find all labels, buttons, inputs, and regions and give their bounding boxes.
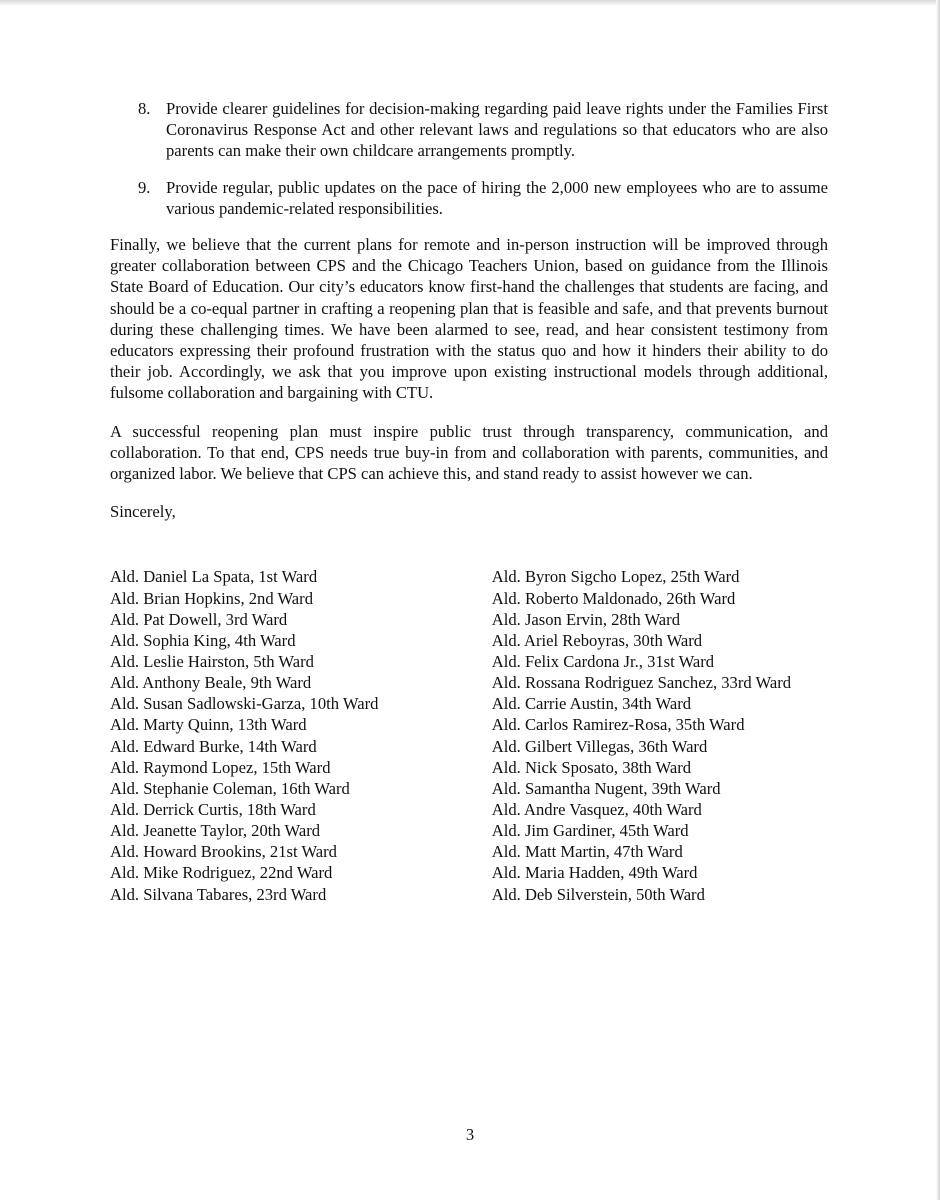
signatory-name: Ald. Marty Quinn, 13th Ward <box>110 715 307 735</box>
list-item-text: Provide regular, public updates on the pace of hiring the 2,000 new employees who are to assume various pandemic-related responsibilities. <box>166 177 828 218</box>
signatory-name: Ald. Matt Martin, 47th Ward <box>491 842 683 862</box>
signatory-name: Ald. Carrie Austin, 34th Ward <box>491 694 692 714</box>
signatory-name: Ald. Mike Rodriguez, 22nd Ward <box>110 863 333 883</box>
signatory-name: Ald. Jason Ervin, 28th Ward <box>491 609 680 629</box>
signatory-name: Ald. Deb Silverstein, 50th Ward <box>491 884 705 904</box>
signatory-name: Ald. Derrick Curtis, 18th Ward <box>110 800 316 819</box>
signatory-name: Ald. Nick Sposato, 38th Ward <box>491 757 692 777</box>
signatory-name: Ald. Anthony Beale, 9th Ward <box>110 673 312 693</box>
page-number: 3 <box>465 1125 475 1144</box>
list-item-number: 8. <box>138 99 151 118</box>
signatory-name: Ald. Byron Sigcho Lopez, 25th Ward <box>491 567 740 587</box>
list-item-number: 9. <box>138 177 151 197</box>
signatory-name: Ald. Ariel Reboyras, 30th Ward <box>491 630 703 650</box>
signatory-name: Ald. Daniel La Spata, 1st Ward <box>110 567 318 587</box>
signatory-name: Ald. Andre Vasquez, 40th Ward <box>491 800 702 819</box>
signatory-column-right <box>492 566 828 904</box>
signatory-name: Ald. Maria Hadden, 49th Ward <box>491 863 698 883</box>
signatory-name: Ald. Raymond Lopez, 15th Ward <box>110 757 331 777</box>
signatory-block <box>110 566 828 904</box>
closing-salutation: Sincerely, <box>110 502 176 522</box>
letter-body <box>110 98 828 905</box>
signatory-name: Ald. Felix Cardona Jr., 31st Ward <box>491 652 715 672</box>
signatory-column-left <box>110 566 492 904</box>
signatory-name: Ald. Roberto Maldonado, 26th Ward <box>491 588 736 608</box>
signatory-name: Ald. Rossana Rodriguez Sanchez, 33rd Ward <box>491 673 792 693</box>
signatory-name: Ald. Sophia King, 4th Ward <box>110 630 296 650</box>
paragraph-public-trust: A successful reopening plan must inspire public trust through transparency, communication, and collaboration. To that end, CPS needs true buy-in from and collaboration with parents, communities, and organized labor. We believe that CPS can achieve this, and stand ready to assist however we can. <box>110 421 828 484</box>
signatory-name: Ald. Silvana Tabares, 23rd Ward <box>110 884 327 904</box>
paragraph-collaboration: Finally, we believe that the current plans for remote and in-person instruction will be improved through greater collaboration between CPS and the Chicago Teachers Union, based on guidance from the Illinois State Board of Education. Our city’s educators know first-hand the challenges that students are facing, and should be a co-equal partner in crafting a reopening plan that is feasible and safe, and that prevents burnout during these challenging times. We have been alarmed to see, read, and hear consistent testimony from educators expressing their profound frustration with the status quo and how it hinders their ability to do their job. Accordingly, we ask that you improve upon existing instructional models through additional, fulsome collaboration and bargaining with CTU. <box>110 235 828 403</box>
signatory-name: Ald. Edward Burke, 14th Ward <box>110 736 317 756</box>
list-item <box>110 98 828 162</box>
page-edge-shadow-right <box>936 0 940 1200</box>
signatory-name: Ald. Jeanette Taylor, 20th Ward <box>110 821 321 841</box>
signatory-name: Ald. Howard Brookins, 21st Ward <box>110 842 337 862</box>
signatory-name: Ald. Carlos Ramirez-Rosa, 35th Ward <box>491 715 745 735</box>
recommendation-list <box>110 98 828 219</box>
list-item-text: Provide clearer guidelines for decision-making regarding paid leave rights under the Families First Coronavirus Response Act and other relevant laws and regulations so that educators who are also parents can make their own childcare arrangements promptly. <box>166 99 828 161</box>
list-item <box>110 177 828 219</box>
signatory-name: Ald. Susan Sadlowski-Garza, 10th Ward <box>110 694 379 714</box>
signatory-name: Ald. Gilbert Villegas, 36th Ward <box>491 736 708 756</box>
signatory-name: Ald. Brian Hopkins, 2nd Ward <box>110 588 313 608</box>
signatory-name: Ald. Stephanie Coleman, 16th Ward <box>110 778 350 798</box>
signatory-name: Ald. Pat Dowell, 3rd Ward <box>110 609 288 629</box>
page-edge-shadow <box>0 0 940 6</box>
signatory-name: Ald. Jim Gardiner, 45th Ward <box>491 821 689 841</box>
signatory-name: Ald. Samantha Nugent, 39th Ward <box>491 778 721 798</box>
signatory-name: Ald. Leslie Hairston, 5th Ward <box>110 652 314 672</box>
